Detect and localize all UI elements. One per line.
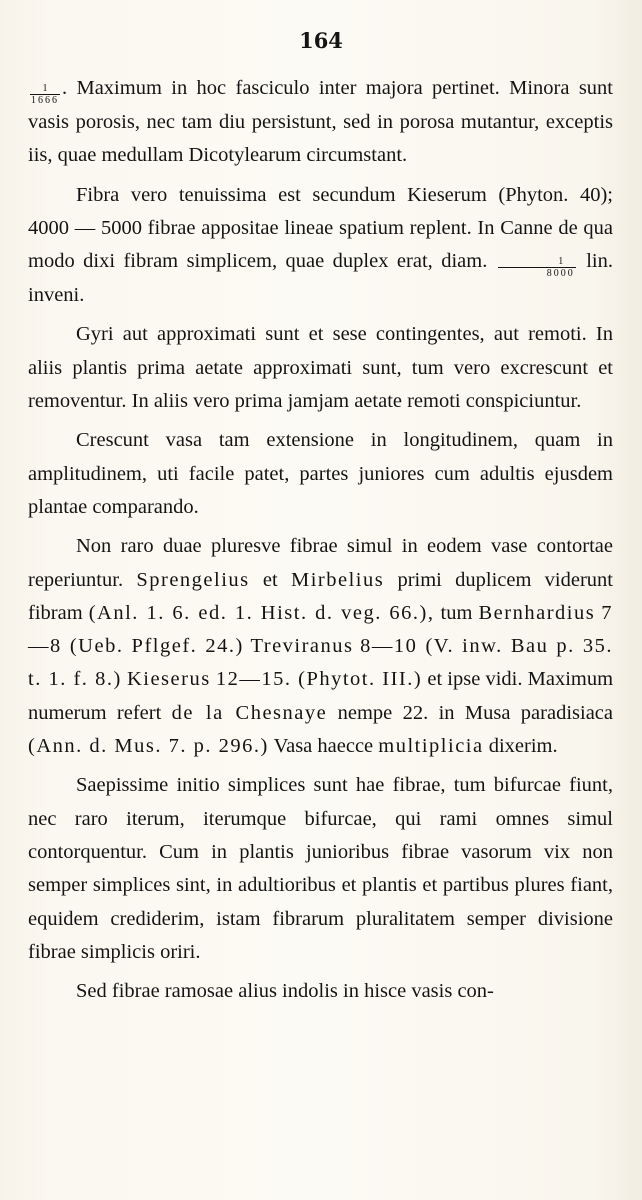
text-segment: et xyxy=(262,568,278,591)
paragraph-3 xyxy=(28,318,613,418)
paragraph-3-text: Gyri aut approximati sunt et sese contingentes, aut remoti. In aliis plantis prima aetate approximati sunt, tum vero excrescunt et removentur. In aliis vero prima jamjam aetate remoti conspiciuntur. xyxy=(28,323,613,413)
reference: (Anl. 1. 6. ed. 1. Hist. d. veg. 66.), xyxy=(88,601,435,624)
fraction-denominator: 8000 xyxy=(546,268,575,280)
reference: 12—15. (Phytot. III.) xyxy=(215,668,423,691)
paragraph-4 xyxy=(28,424,613,524)
paragraph-2 xyxy=(28,179,613,313)
text-segment: dixerim. xyxy=(488,735,558,758)
paragraph-7-text: Sed fibrae ramosae alius indolis in hisce vasis con- xyxy=(76,980,494,1003)
fraction-1-1666 xyxy=(30,83,60,106)
paragraph-6-text: Saepissime initio simplices sunt hae fibrae, tum bifurcae fiunt, nec raro iterum, iterumque bifurcae, qui rami omnes simul contorquentur. Cum in plantis junioribus fibrae vasorum vix non semper simplices sint, in adultioribus et plantis et partibus plures fiant, equidem crediderim, istam fibrarum pluralitatem semper divisione fibrae simplicis oriri. xyxy=(28,774,613,963)
author-name: Sprengelius xyxy=(136,568,250,591)
author-name: Treviranus xyxy=(250,635,354,658)
paragraph-4-text: Crescunt vasa tam extensione in longitudinem, quam in amplitudinem, uti facile patet, partes juniores cum adultis ejusdem plantae comparando. xyxy=(28,429,613,518)
fraction-denominator: 1666 xyxy=(31,95,59,106)
reference: 7—8 (Ueb. Pflgef. 24.) xyxy=(28,601,614,658)
fraction-1-8000 xyxy=(498,256,576,279)
text-segment: Vasa haecce xyxy=(273,735,374,758)
paragraph-6 xyxy=(28,769,613,969)
text-segment: nempe 22. in Musa paradisiaca xyxy=(337,701,613,724)
author-name: Bernhardius xyxy=(478,601,596,624)
paragraph-7 xyxy=(28,975,613,1008)
emphasized-word: multiplicia xyxy=(378,735,484,758)
paragraph-5 xyxy=(28,530,613,763)
text-segment: tum xyxy=(440,601,473,624)
reference: 8—10 (V. inw. Bau p. 35. t. 1. f. 8.) xyxy=(28,635,614,691)
author-name: Kieserus xyxy=(126,668,211,691)
paragraph-1-text: Maximum in hoc fasciculo inter majora pertinet. Minora sunt vasis porosis, nec tam diu persistunt, sed in porosa mutantur, exceptis iis, quae medullam Dicotylearum circumstant. xyxy=(28,77,613,167)
fraction-numerator: 1 xyxy=(498,256,576,268)
paragraph-2-text: Fibra vero tenuissima est secundum Kieserum (Phyton. 40); 4000 — 5000 fibrae appositae lineae spatium replent. In Canne de qua modo dixi fibram simplicem, quae duplex erat, diam. xyxy=(28,183,613,273)
paragraph-2-text-end: lin. inveni. xyxy=(28,250,614,307)
paragraph-1: $\frac{1}{1666}$ . Maximum in hoc fasciculo inter majora pertinet. Minora sunt vasis porosis, nec tam diu persistunt, sed in porosa mutantur, exceptis iis, quae medullam Dicotylearum circumstant. xyxy=(28,77,613,167)
body-text xyxy=(28,72,613,1014)
reference: (Ann. d. Mus. 7. p. 296.) xyxy=(28,735,269,758)
fraction-numerator: 1 xyxy=(30,83,60,95)
author-name: de la Chesnaye xyxy=(171,701,328,724)
author-name: Mirbelius xyxy=(290,568,385,591)
text-segment: primi duplicem viderunt fibram xyxy=(28,568,613,624)
page-number: 164 xyxy=(299,28,343,53)
text-segment: et ipse vidi. Maximum numerum refert xyxy=(28,668,614,724)
text-segment: Non raro duae pluresve fibrae simul in eodem vase contortae reperiuntur. xyxy=(28,535,613,591)
